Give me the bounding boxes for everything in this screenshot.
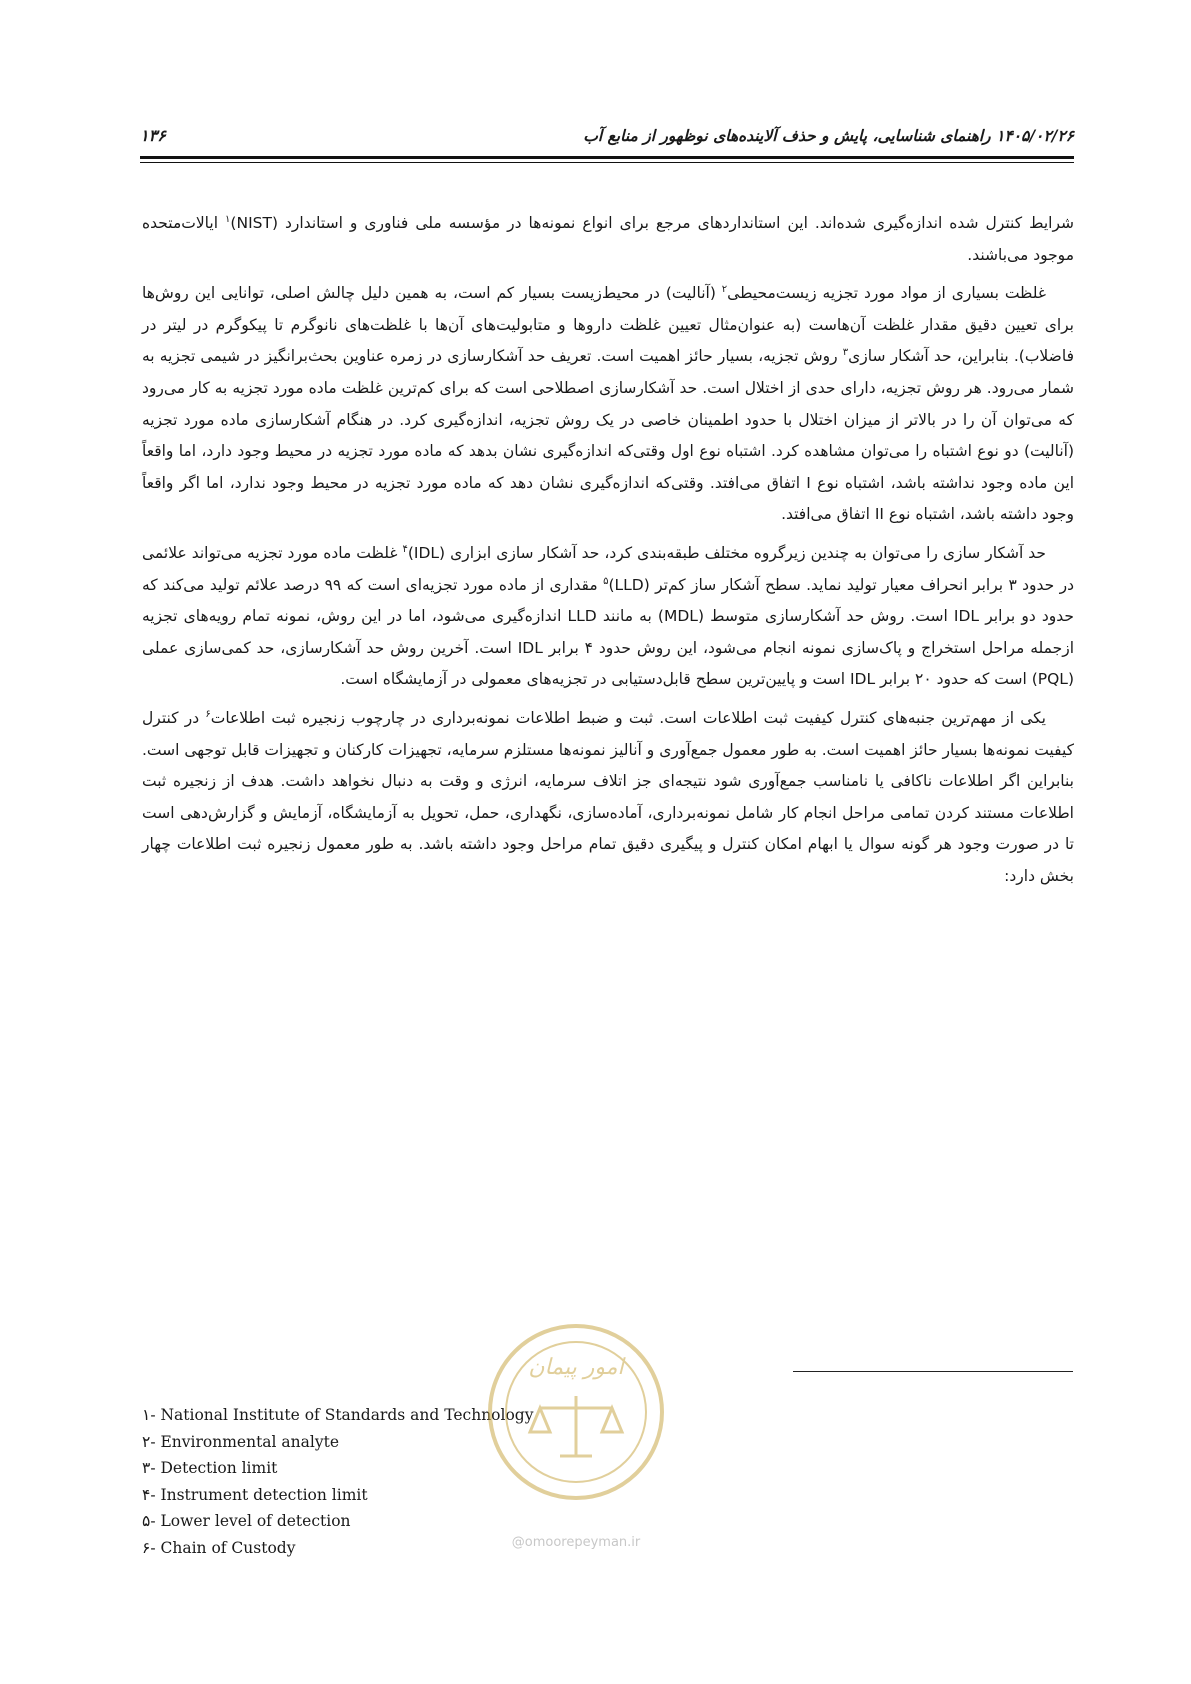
footnote-ref-6: ۶ [205,708,211,720]
paragraph-3: حد آشکار سازی را می‌توان به چندین زیرگروه مختلف طبقه‌بندی کرد، حد آشکار سازی ابزاری (IDL)$^۴$ غلظت ماده مورد تجزیه می‌تواند علائمی در حدود ۳ برابر انحراف معیار تولید نماید. سطح آشکار ساز کم‌تر (LLD)$^۵$ مقداری از ماده مورد تجزیه‌ای است که ۹۹ درصد علائم تولید می‌کند که حدود دو برابر IDL است. روش حد آشکارسازی متوسط (MDL) به مانند LLD اندازه‌گیری می‌شود، اما در این روش، نمونه تمام رویه‌های تجزیه ازجمله مراحل استخراج و پاک‌سازی نمونه انجام می‌شود، این روش حدود ۴ برابر IDL است. آخرین روش حد آشکارسازی، حد کمی‌سازی عملی (PQL) است که حدود ۲۰ برابر IDL است و پایین‌ترین سطح قابل‌دستیابی در تجزیه‌های معمولی در آزمایشگاه است. [142,543,1075,689]
paragraph-4: یکی از مهم‌ترین جنبه‌های کنترل کیفیت ثبت اطلاعات است. ثبت و ضبط اطلاعات نمونه‌برداری در چارچوب زنجیره ثبت اطلاعات$^۶$ در کنترل کیفیت نمونه‌ها بسیار حائز اهمیت است. به طور معمول جمع‌آوری و آنالیز نمونه‌ها مستلزم سرمایه، تجهیزات کارکنان و تجهیزات قابل توجهی است. بنابراین اگر اطلاعات ناکافی یا نامناسب جمع‌آوری شود نتیجه‌ای جز اتلاف سرمایه، انرژی و وقت به دنبال نخواهد داشت. هدف از زنجیره ثبت اطلاعات مستند کردن تمامی مراحل انجام کار شامل نمونه‌برداری، آماده‌سازی، نگهداری، حمل، تحویل به آزمایشگاه، آزمایش و گزارش‌دهی است تا در صورت وجود هر گونه سوال یا ابهام امکان کنترل و پیگیری دقیق تمام مراحل وجود داشته باشد. به طور معمول زنجیره ثبت اطلاعات چهار بخش دارد: [142,708,1074,885]
paragraph-2: غلظت بسیاری از مواد مورد تجزیه زیست‌محیطی$^۲$ (آنالیت) در محیط‌زیست بسیار کم است، به همین دلیل چالش اصلی، توانایی این روش‌ها برای تعیین دقیق مقدار غلظت آن‌هاست (به عنوان‌مثال تعیین غلظت داروها و متابولیت‌های آن‌ها با غلظت‌های نانوگرم تا پیکوگرم در لیتر در فاضلاب). بنابراین، حد آشکار سازی$^۳$ روش تجزیه، بسیار حائز اهمیت است. تعریف حد آشکارسازی در زمره عناوین بحث‌برانگیز در شیمی تجزیه به شمار می‌رود. هر روش تجزیه، دارای حدی از اختلال است. حد آشکارسازی اصطلاحی است که برای کم‌ترین غلظت ماده مورد تجزیه به کار می‌رود که می‌توان آن را در بالاتر از میزان اختلال با حدود اطمینان خاصی در یک روش تجزیه، اندازه‌گیری کرد. در هنگام آشکارسازی ماده مورد تجزیه (آنالیت) دو نوع اشتباه را می‌توان مشاهده کرد. اشتباه نوع اول وقتی‌که اندازه‌گیری نشان بدهد که ماده مورد تجزیه در محیط وجود دارد، اما واقعاً این ماده وجود نداشته باشد، اشتباه نوع I اتفاق می‌افتد. وقتی‌که اندازه‌گیری نشان دهد که ماده مورد تجزیه در محیط وجود ندارد، اما اگر واقعاً وجود داشته باشد، اشتباه نوع II اتفاق می‌افتد. [142,284,1074,524]
scales-icon [530,1396,622,1456]
footnote-6: ۶- Chain of Custody [142,1538,296,1557]
stamp-logo-text: امور پیمان [528,1355,624,1380]
footnote-ref-3: ۳ [842,347,849,359]
watermark-text: @omoorepeyman.ir [511,1535,641,1550]
footnote-ref-4: ۴ [402,543,408,555]
footnote-3: ۳- Detection limit [142,1459,278,1478]
page-header [140,118,1074,154]
watermark-stamp [484,1316,669,1552]
footnote-ref-2: ۲ [721,284,728,296]
page-number: ۱۳۶ [140,126,166,145]
footnote-2: ۲- Environmental analyte [142,1432,340,1451]
header-rule-thin [140,162,1074,163]
paragraph-1: شرایط کنترل شده اندازه‌گیری شده‌اند. این استانداردهای مرجع برای انواع نمونه‌ها در مؤسسه ملی فناوری و استاندارد (NIST)$^۱$ ایالات‌متحده موجود می‌باشند. [142,213,1074,264]
footnote-4: ۴- Instrument detection limit [142,1485,368,1504]
footnote-ref-5: ۵ [603,575,609,587]
header-rule-thick [140,156,1074,159]
footnote-separator [793,1371,1073,1372]
footnote-ref-1: ۱ [225,213,231,225]
footnote-1: ۱- National Institute of Standards and Technology [142,1406,534,1424]
body-text [142,208,1074,892]
footnote-5: ۵- Lower level of detection [142,1512,351,1531]
running-title: ۱۴۰۵/۰۲/۲۶ راهنمای شناسایی، پایش و حذف آلاینده‌های نوظهور از منابع آب [583,126,1074,145]
